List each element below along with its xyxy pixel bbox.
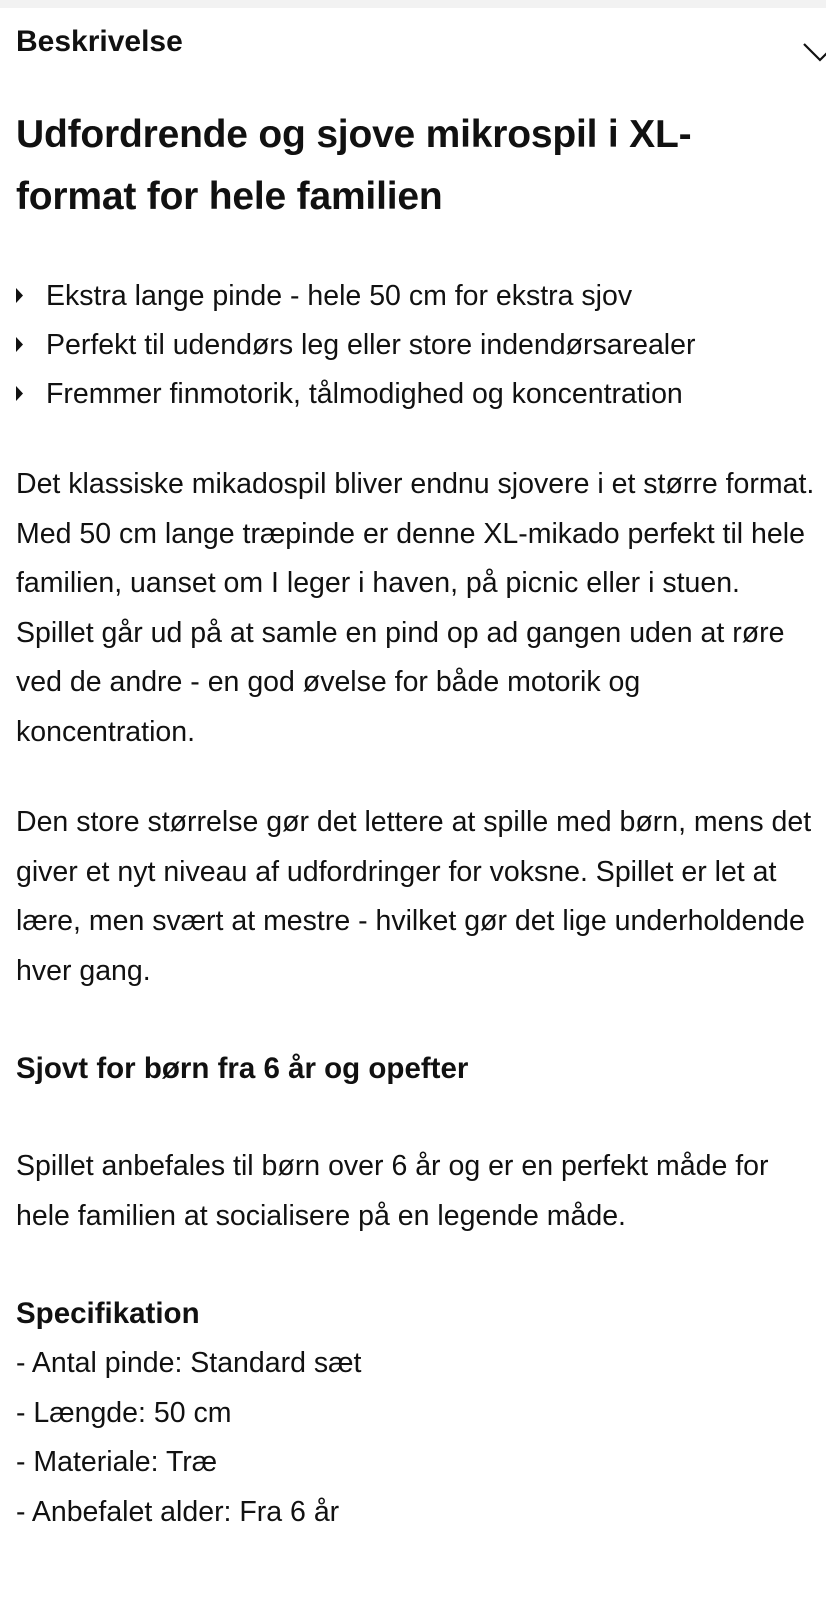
description-accordion-toggle[interactable] xyxy=(0,8,826,76)
bullet-triangle-icon xyxy=(16,337,23,352)
description-paragraph: Den store størrelse gør det lettere at spille med børn, mens det giver et nyt niveau af udfordringer for voksne. Spillet er let at lære, men svært at mestre - hvilket gør det lige underholdende hver gang. xyxy=(16,806,812,987)
feature-bullet-text: Fremmer finmotorik, tålmodighed og koncentration xyxy=(46,378,683,410)
accordion-title: Beskrivelse xyxy=(16,25,183,58)
description-content xyxy=(16,104,816,1537)
age-heading: Sjovt for børn fra 6 år og opefter xyxy=(16,1052,469,1085)
feature-bullet xyxy=(16,321,816,370)
feature-bullet xyxy=(16,370,816,419)
spec-item: - Anbefalet alder: Fra 6 år xyxy=(16,1495,340,1528)
specification-heading: Specifikation xyxy=(16,1297,200,1330)
specification-list xyxy=(16,1339,816,1537)
feature-bullet-text: Perfekt til udendørs leg eller store indendørsarealer xyxy=(46,329,696,361)
description-paragraph: Det klassiske mikadospil bliver endnu sjovere i et større format. Med 50 cm lange træpinde er denne XL-mikado perfekt til hele familien, uanset om I leger i haven, på picnic eller i stuen. Spillet går ud på at samle en pind op ad gangen uden at røre ved de andre - en god øvelse for både motorik og koncentration. xyxy=(16,468,815,748)
feature-bullet xyxy=(16,272,816,321)
bullet-triangle-icon xyxy=(16,288,23,303)
product-headline: Udfordrende og sjove mikrospil i XL-format for hele familien xyxy=(16,113,692,218)
chevron-down-icon[interactable] xyxy=(802,40,826,64)
spec-item: - Længde: 50 cm xyxy=(16,1396,232,1429)
bullet-triangle-icon xyxy=(16,386,23,401)
spec-item: - Materiale: Træ xyxy=(16,1446,218,1478)
spec-item: - Antal pinde: Standard sæt xyxy=(16,1347,362,1379)
age-paragraph: Spillet anbefales til børn over 6 år og er en perfekt måde for hele familien at socialisere på en legende måde. xyxy=(16,1150,769,1232)
top-divider xyxy=(0,0,826,8)
feature-bullet-text: Ekstra lange pinde - hele 50 cm for ekstra sjov xyxy=(46,280,633,312)
feature-bullet-list xyxy=(16,272,816,419)
